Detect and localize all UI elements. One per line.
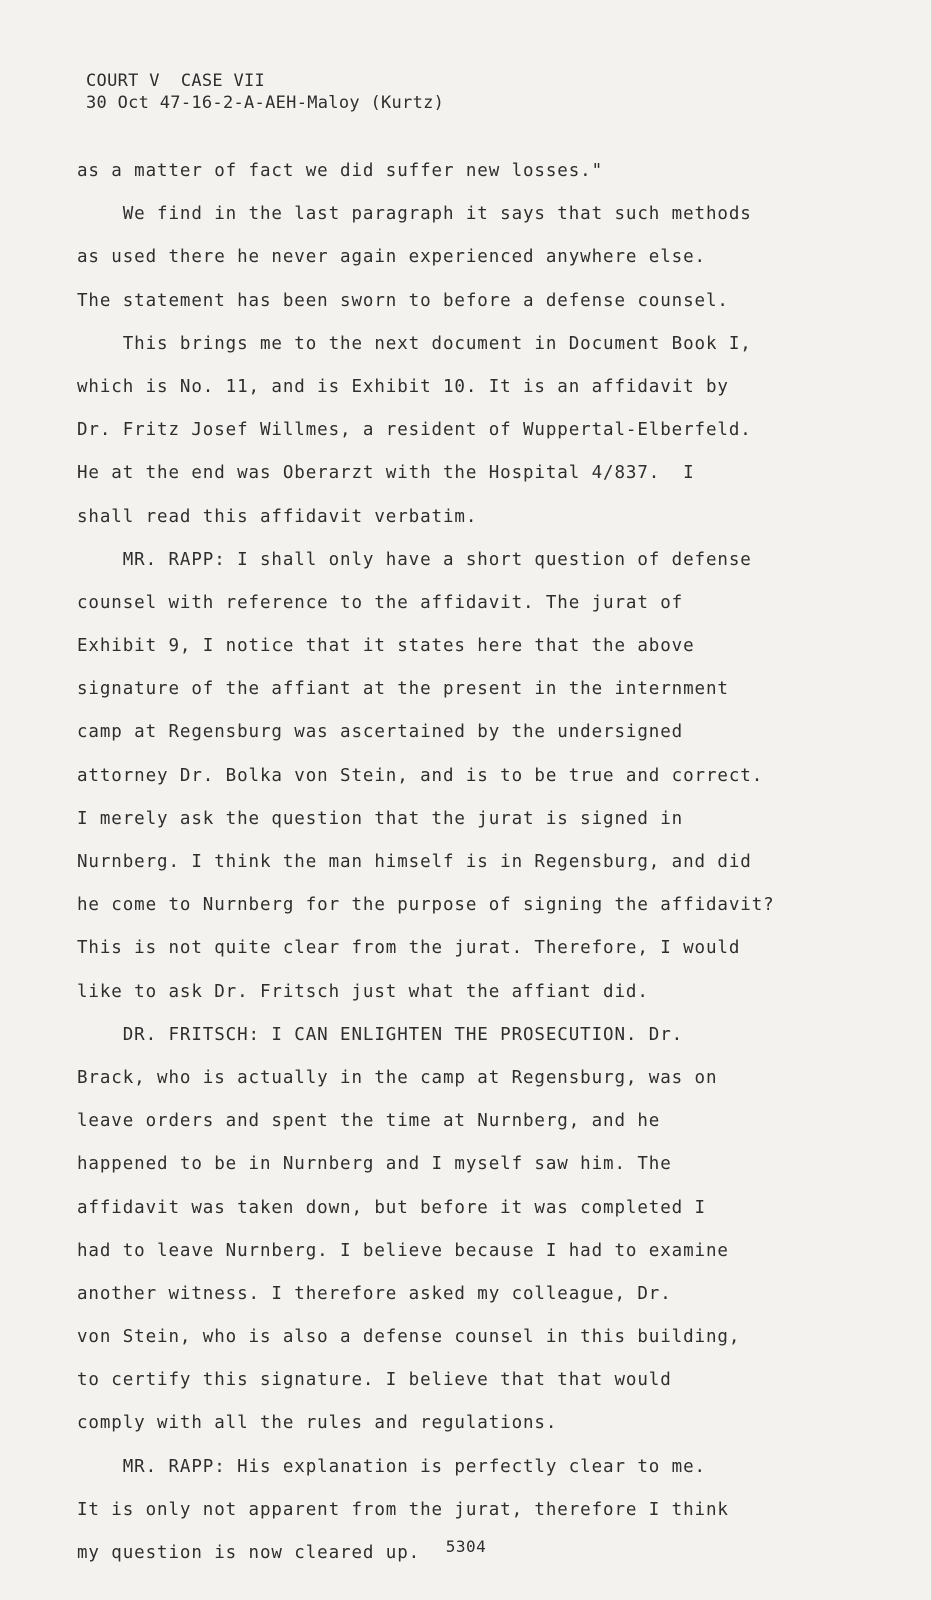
text-line: MR. RAPP: I shall only have a short question of defense (77, 549, 752, 570)
header-court-case: COURT V CASE VII (86, 71, 266, 91)
text-line: he come to Nurnberg for the purpose of signing the affidavit? (77, 895, 775, 916)
text-line: von Stein, who is also a defense counsel in this building, (77, 1327, 741, 1348)
text-line: Nurnberg. I think the man himself is in Regensburg, and did (77, 852, 752, 872)
text-line: It is only not apparent from the jurat, therefore I think (77, 1499, 729, 1520)
text-line: I merely ask the question that the jurat is signed in (77, 808, 684, 829)
text-line: affidavit was taken down, but before it was completed I (77, 1197, 706, 1218)
text-line: DR. FRITSCH: I CAN ENLIGHTEN THE PROSECUTION. Dr. (77, 1024, 684, 1045)
text-line: Brack, who is actually in the camp at Regensburg, was on (77, 1067, 718, 1088)
text-line: This is not quite clear from the jurat. Therefore, I would (77, 938, 741, 959)
text-line: counsel with reference to the affidavit. The jurat of (77, 592, 684, 613)
text-line: happened to be in Nurnberg and I myself saw him. The (77, 1154, 672, 1175)
text-line: which is No. 11, and is Exhibit 10. It is an affidavit by (77, 376, 729, 397)
header-date-reference: 30 Oct 47-16-2-A-AEH-Maloy (Kurtz) (86, 93, 445, 113)
document-header (86, 70, 444, 114)
text-line: The statement has been sworn to before a defense counsel. (77, 290, 729, 311)
text-line: He at the end was Oberarzt with the Hospital 4/837. I (77, 463, 695, 484)
text-line: Exhibit 9, I notice that it states here that the above (77, 636, 695, 657)
transcript-body (77, 150, 867, 1575)
page-number: 5304 (445, 1537, 487, 1556)
text-line: my question is now cleared up. (77, 1543, 421, 1563)
text-line: camp at Regensburg was ascertained by the undersigned (77, 722, 684, 743)
text-line: attorney Dr. Bolka von Stein, and is to be true and correct. (77, 765, 764, 786)
text-line: another witness. I therefore asked my colleague, Dr. (77, 1283, 672, 1304)
text-line: had to leave Nurnberg. I believe because I had to examine (77, 1240, 729, 1261)
text-line: comply with all the rules and regulations. (77, 1413, 558, 1434)
text-line: We find in the last paragraph it says that such methods (77, 204, 752, 225)
text-line: leave orders and spent the time at Nurnberg, and he (77, 1111, 661, 1132)
text-line: signature of the affiant at the present in the internment (77, 679, 729, 700)
text-line: to certify this signature. I believe that that would (77, 1370, 672, 1391)
text-line: Dr. Fritz Josef Willmes, a resident of Wuppertal-Elberfeld. (77, 420, 752, 441)
text-line: This brings me to the next document in Document Book I, (77, 333, 752, 354)
text-line: as used there he never again experienced anywhere else. (77, 247, 706, 268)
text-line: like to ask Dr. Fritsch just what the affiant did. (77, 981, 649, 1002)
text-line: as a matter of fact we did suffer new losses." (77, 161, 604, 181)
text-line: MR. RAPP: His explanation is perfectly clear to me. (77, 1456, 706, 1477)
text-line: shall read this affidavit verbatim. (77, 506, 478, 527)
